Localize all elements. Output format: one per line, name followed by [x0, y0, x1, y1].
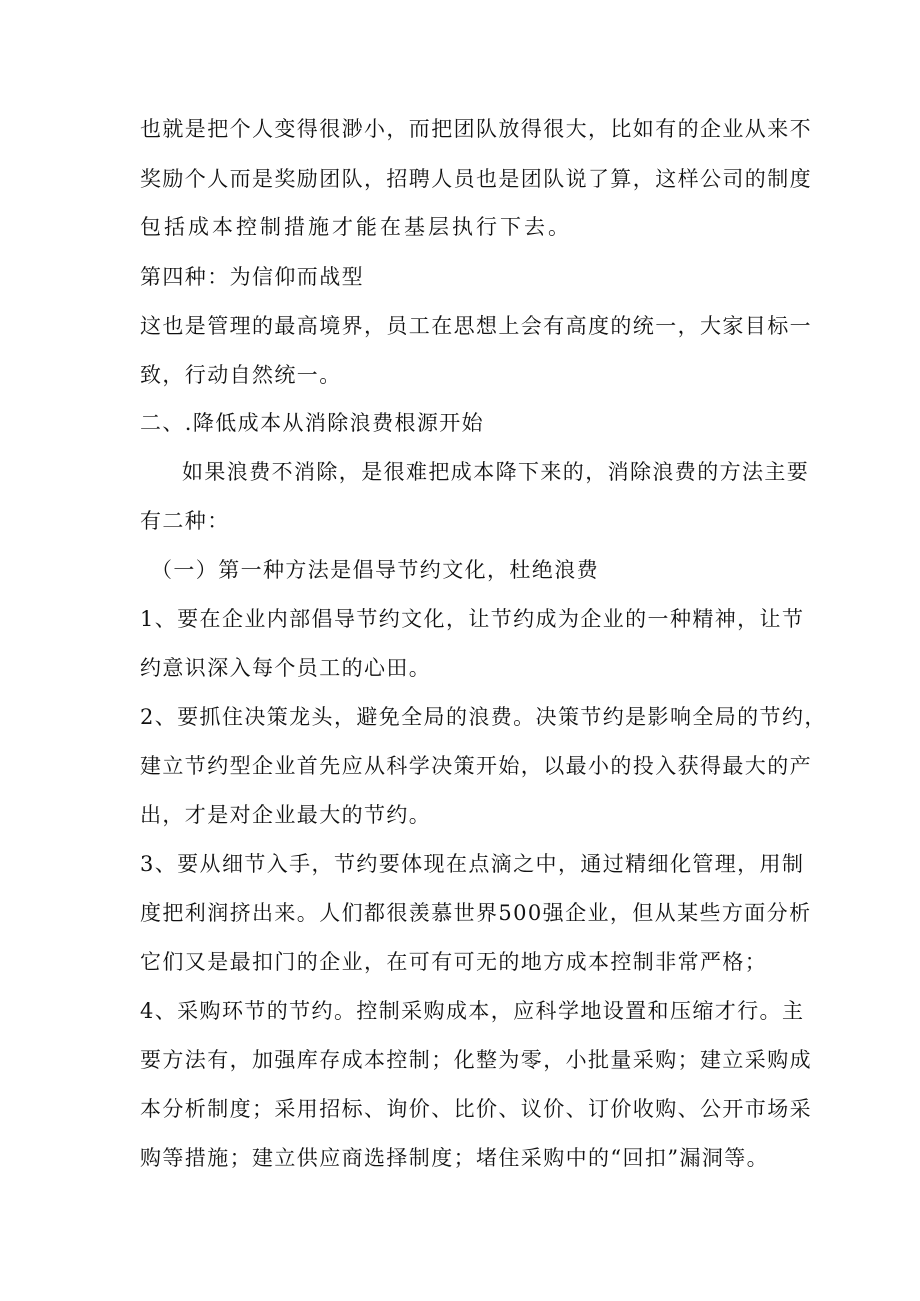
list-item-line: 度把利润挤出来。人们都很羡慕世界500强企业，但从某些方面分析: [140, 901, 812, 925]
paragraph-line: 致，行动自然统一。: [140, 363, 342, 387]
paragraph-line: 也就是把个人变得很渺小，而把团队放得很大，比如有的企业从来不: [140, 117, 812, 141]
paragraph-line: 这也是管理的最高境界，员工在思想上会有高度的统一，大家目标一: [140, 314, 812, 338]
list-item-line: 3、要从细节入手，节约要体现在点滴之中，通过精细化管理，用制: [140, 852, 805, 876]
list-item-line: 出，才是对企业最大的节约。: [140, 803, 432, 827]
subsection-heading: （一）第一种方法是倡导节约文化，杜绝浪费: [151, 558, 599, 582]
paragraph-line: 包括成本控制措施才能在基层执行下去。: [140, 215, 572, 239]
paragraph-line: 奖励个人而是奖励团队，招聘人员也是团队说了算，这样公司的制度: [140, 167, 812, 191]
list-item-line: 它们又是最扣门的企业，在可有可无的地方成本控制非常严格；: [140, 950, 768, 974]
list-item-line: 1、要在企业内部倡导节约文化，让节约成为企业的一种精神，让节: [140, 607, 805, 631]
list-item-line: 本分析制度；采用招标、询价、比价、议价、订价收购、公开市场采: [140, 1097, 812, 1121]
list-item-line: 要方法有，加强库存成本控制；化整为零，小批量采购；建立采购成: [140, 1048, 812, 1072]
list-item-line: 约意识深入每个员工的心田。: [140, 656, 432, 680]
list-item-line: 4、采购环节的节约。控制采购成本，应科学地设置和压缩才行。主: [140, 999, 805, 1023]
list-item-line: 2、要抓住决策龙头，避免全局的浪费。决策节约是影响全局的节约，: [140, 705, 827, 729]
section-heading: 二、.降低成本从消除浪费根源开始: [140, 411, 485, 435]
paragraph-line: 如果浪费不消除，是很难把成本降下来的，消除浪费的方法主要: [182, 460, 810, 484]
paragraph-line: 有二种：: [140, 509, 230, 533]
list-item-line: 购等措施；建立供应商选择制度；堵住采购中的“回扣”漏洞等。: [140, 1146, 770, 1170]
list-item-line: 建立节约型企业首先应从科学决策开始，以最小的投入获得最大的产: [140, 754, 812, 778]
section-heading: 第四种：为信仰而战型: [140, 265, 364, 289]
